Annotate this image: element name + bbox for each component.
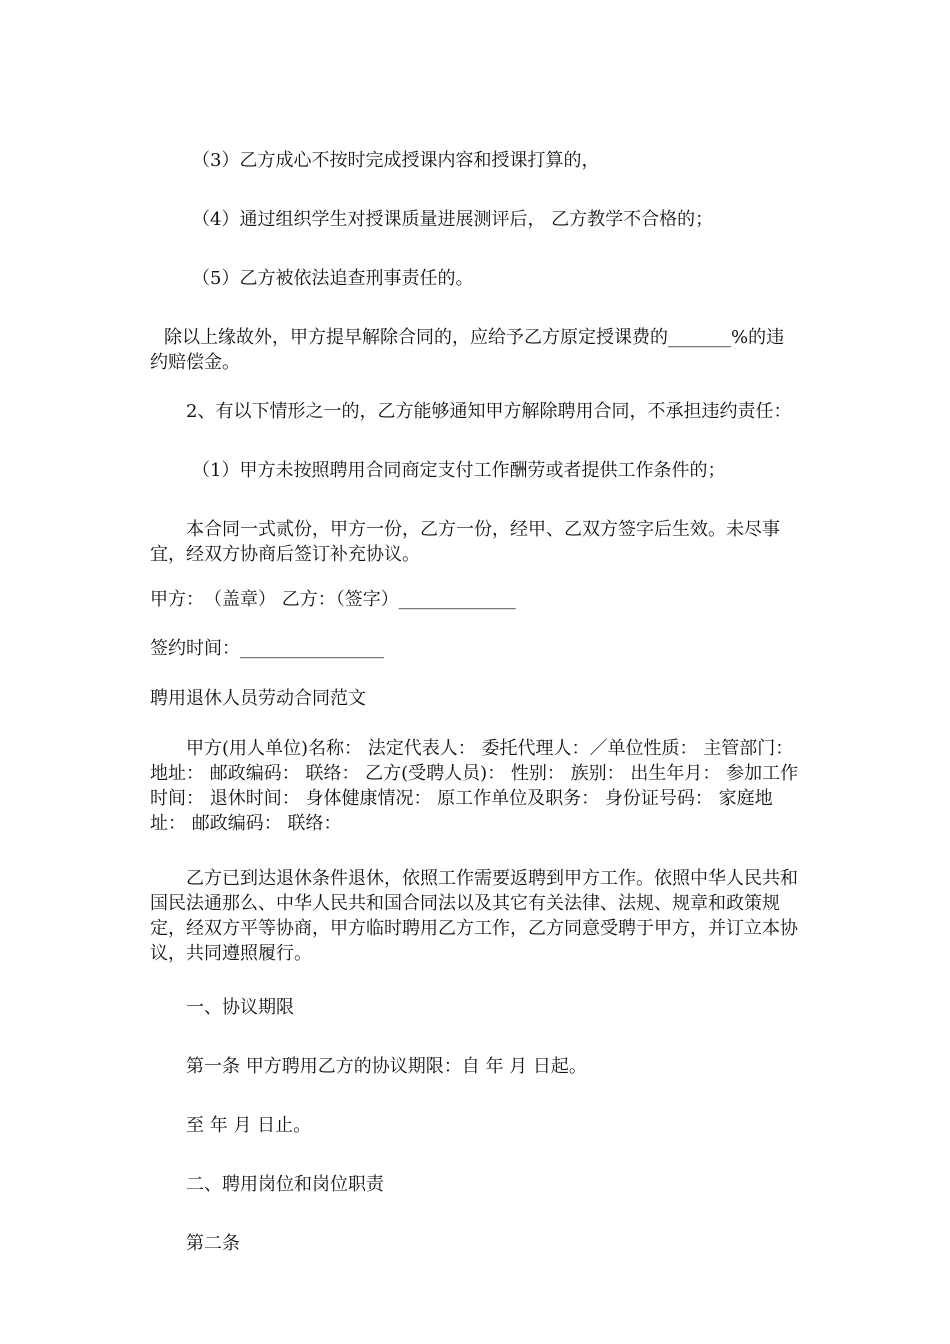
section-title: 聘用退休人员劳动合同范文: [150, 688, 366, 709]
signing-date-line: 签约时间：________________: [150, 638, 384, 659]
paragraph-party-info: 甲方(用人单位)名称： 法定代表人： 委托代理人：／单位性质： 主管部门： 地址： 邮政编码： 联络： 乙方(受聘人员)： 性别： 族别： 出生年月： 参加工作时间： 退休时间： 身体健康情况： 原工作单位及职务： 身份证号码： 家庭地址： 邮政编码： 联络：: [150, 738, 799, 834]
paragraph-item-5: （5）乙方被依法追查刑事责任的。: [192, 268, 474, 289]
paragraph-termination-conditions: 2、有以下情形之一的，乙方能够通知甲方解除聘用合同，不承担违约责任：: [186, 401, 792, 422]
document-body: [150, 148, 802, 1256]
term-end-line: 至 年 月 日止。: [186, 1115, 312, 1136]
heading-position-duties: 二、聘用岗位和岗位职责: [186, 1174, 384, 1195]
signature-line: 甲方： （盖章） 乙方：（签字）_____________: [150, 589, 516, 610]
paragraph-early-termination: 除以上缘故外，甲方提早解除合同的，应给予乙方原定授课费的_______%的违约赔偿金。: [150, 327, 785, 373]
paragraph-item-4: （4）通过组织学生对授课质量进展测评后， 乙方教学不合格的；: [192, 209, 714, 230]
article-one: 第一条 甲方聘用乙方的协议期限：自 年 月 日起。: [186, 1056, 587, 1077]
paragraph-condition-1: （1）甲方未按照聘用合同商定支付工作酬劳或者提供工作条件的；: [192, 460, 726, 481]
paragraph-contract-copies: 本合同一式贰份，甲方一份，乙方一份，经甲、乙双方签字后生效。未尽事宜，经双方协商后签订补充协议。: [150, 519, 780, 565]
heading-agreement-term: 一、协议期限: [186, 997, 294, 1018]
paragraph-agreement-basis: 乙方已到达退休条件退休，依照工作需要返聘到甲方工作。依照中华人民共和国民法通那么、中华人民共和国合同法以及其它有关法律、法规、规章和政策规定，经双方平等协商，甲方临时聘用乙方工作，乙方同意受聘于甲方，并订立本协议，共同遵照履行。: [150, 868, 798, 964]
article-two: 第二条: [186, 1233, 240, 1254]
paragraph-item-3: （3）乙方成心不按时完成授课内容和授课打算的，: [192, 150, 600, 171]
